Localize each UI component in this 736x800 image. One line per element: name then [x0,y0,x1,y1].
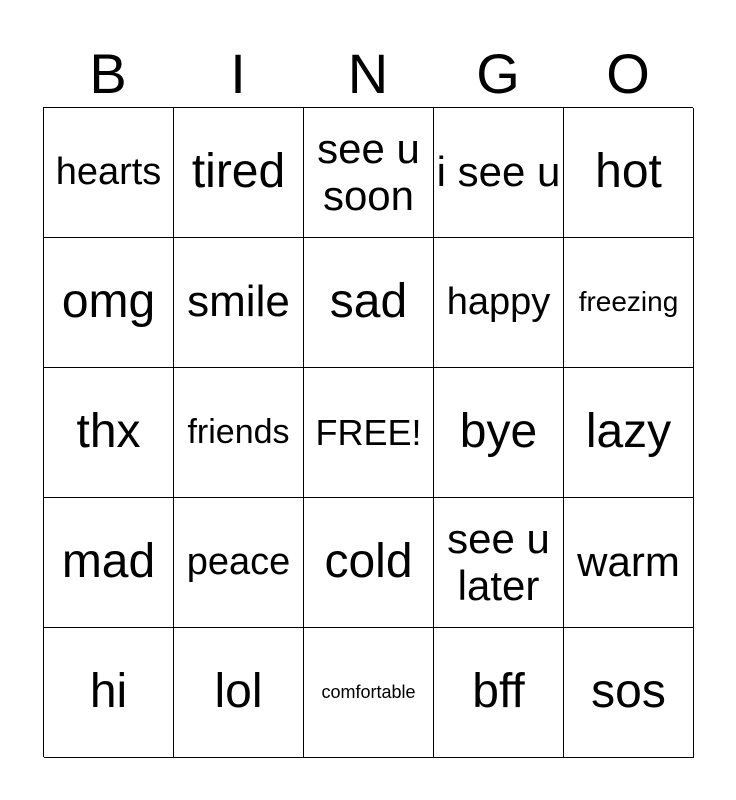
bingo-cell: omg [44,238,174,368]
bingo-cell: bye [434,368,564,498]
header-letter-i: I [230,42,246,105]
bingo-cell: i see u [434,108,564,238]
bingo-cell: FREE! [304,368,434,498]
bingo-cell: see u soon [304,108,434,238]
bingo-cell: hi [44,628,174,758]
bingo-header [43,40,693,108]
header-letter-n: N [347,42,389,105]
header-letter-o: O [606,42,650,105]
bingo-cell: happy [434,238,564,368]
header-letter-b: B [89,42,127,105]
bingo-cell: see u later [434,498,564,628]
bingo-cell: tired [174,108,304,238]
bingo-cell: comfortable [304,628,434,758]
bingo-cell: mad [44,498,174,628]
bingo-cell: freezing [564,238,694,368]
bingo-cell: lol [174,628,304,758]
bingo-cell: lazy [564,368,694,498]
bingo-grid [43,107,693,757]
bingo-cell: sad [304,238,434,368]
bingo-cell: smile [174,238,304,368]
bingo-cell: peace [174,498,304,628]
bingo-cell: warm [564,498,694,628]
bingo-cell: thx [44,368,174,498]
bingo-cell: friends [174,368,304,498]
bingo-cell: hot [564,108,694,238]
header-letter-g: G [476,42,520,105]
bingo-cell: cold [304,498,434,628]
bingo-cell: hearts [44,108,174,238]
bingo-cell: sos [564,628,694,758]
bingo-cell: bff [434,628,564,758]
